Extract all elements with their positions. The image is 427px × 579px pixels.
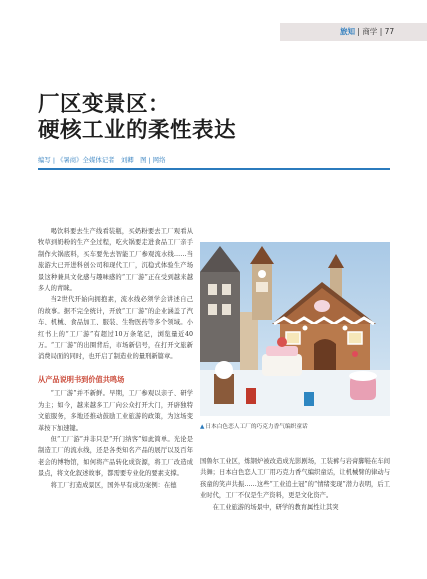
header-text [340, 26, 394, 37]
photo-caption [200, 421, 308, 430]
paragraph: 但“工厂游”并非只是“开门纳客”如此简单。光论是制造工厂的流水线，还是各类知名产品的展厅以及百年老会的博物馆，如何将产品转化成资源，将工厂改造成景点，将文化叙述故事，都需要专业化的要素支撑。 [38, 435, 193, 478]
article-photo [200, 242, 390, 416]
title-rule [38, 168, 390, 170]
left-column [38, 226, 193, 491]
header-separator: | [379, 27, 385, 36]
paragraph: 国鲁尔工业区，炼钢炉被改造成光影剧场，工装裤与岩膏脚鞋在车间共舞；日本白色恋人工厂用巧克力香气编织童话，让机械臂的律动与孩童的笑声共振……这些“工业追土冠”的“情绪变现”潜力表明，后工业时代，工厂不仅是生产资料，更是文化资产。 [200, 458, 390, 500]
header-separator: | [357, 27, 363, 36]
running-header [0, 23, 427, 41]
paragraph: 将工厂打造成景区，国外早有成功案例：在德 [50, 481, 177, 489]
right-column [200, 456, 390, 513]
byline: 编写 | 《暑商》全媒体记者 刘卿 图 | 网络 [38, 156, 166, 164]
gingerbread-house-illustration [200, 242, 390, 416]
paragraph: 在工业旅游的场景中，研学的教育属性让其突 [212, 503, 339, 511]
paragraph: 喝饮料要去生产线看装瓶，买奶粉要去工厂观看从牧草到奶粉的生产全过程，吃火锅要走进食品工厂亲手制作火锅底料，买车要先去智能工厂参观流水线……当旅游大已开进科创公司和现代工厂，沉稳式体验生产场景这种兼具文化感与趣味感的“工厂游”正在受到越来越多人的青睐。 [38, 228, 193, 293]
caption-text: 日本白色恋人工厂的巧克力香气编织童话 [205, 424, 308, 430]
article-title [38, 92, 390, 150]
caption-triangle-icon: ▲ [200, 424, 205, 430]
header-brand: 旅知 [340, 27, 355, 36]
paragraph: “工厂游”并不新鲜。早期，工厂参观以亲子、研学为主；如今，越来越多工厂向公众打开大门，开辟独特文旅服务，多地还推动鼓励工业旅游的政策，为这场变革按下加速键。 [38, 390, 193, 432]
section-subhead: 从产品说明书到价值共鸣场 [38, 374, 125, 384]
paragraph: 当2世代开始向拥抱素，流水线必须学会讲述自己的故事。据不完全统计，开放“工厂游”的企业涵盖了汽车、机械、食品加工、服装、生物医药等多个领域。小红书上的“工厂游”有超过10万条笔记，浏览量近40万。“工厂游”的出圈背后，市场新信号，在打开文旅新消费局面的同时，也开启了制造业的量刑新篇章。 [38, 296, 193, 361]
header-section: 商学 [362, 27, 378, 36]
title-line-1: 厂区变景区： [38, 92, 171, 117]
page-number: 77 [384, 27, 395, 36]
title-line-2: 硬核工业的柔性表达 [38, 118, 237, 143]
